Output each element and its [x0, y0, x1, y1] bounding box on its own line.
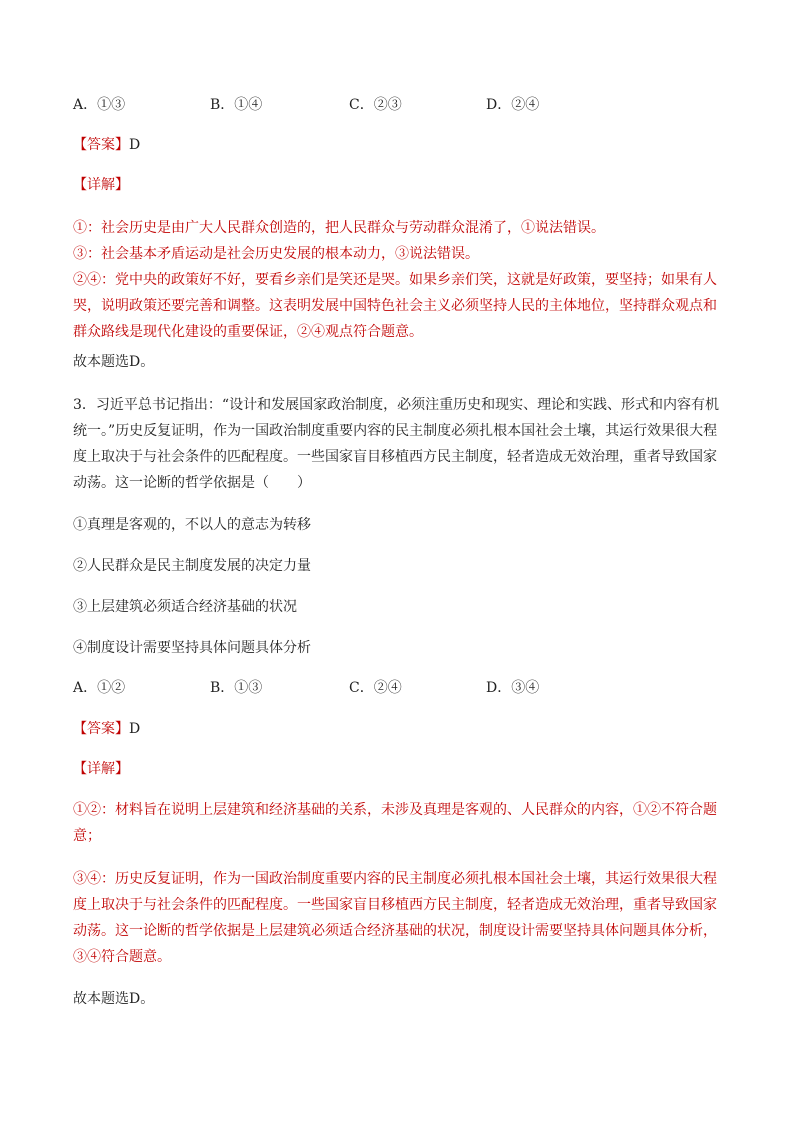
- q3-explanation-1: [73, 797, 723, 849]
- q3-explanation-1-line: 意；: [73, 828, 101, 844]
- q3-statement-1: ①真理是客观的，不以人的意志为转移: [73, 517, 311, 533]
- q3-answer-value: D: [129, 721, 141, 737]
- q2-option-d: D．②④: [486, 97, 540, 113]
- q2-option-c: C．②③: [349, 97, 402, 113]
- q2-explanation-line: ②④：党中央的政策好不好，要看乡亲们是笑还是哭。如果乡亲们笑，这就是好政策，要坚持；如果有人: [73, 272, 717, 288]
- q3-stem-line: 动荡。这一论断的哲学依据是（ ）: [73, 475, 311, 491]
- q3-stem-line: 统一。”历史反复证明，作为一国政治制度重要内容的民主制度必须扎根本国社会土壤，其运行效果很大程: [73, 423, 718, 439]
- q3-stem: [73, 392, 723, 496]
- q2-answer-label: 【答案】: [73, 137, 129, 153]
- q2-conclusion: 故本题选D。: [73, 354, 155, 370]
- q2-answer: [73, 132, 723, 158]
- q3-statement-3: ③上层建筑必须适合经济基础的状况: [73, 599, 297, 615]
- q2-explanation-line: 哭，说明政策还要完善和调整。这表明发展中国特色社会主义必须坚持人民的主体地位，坚持群众观点和: [73, 298, 717, 314]
- q2-options: [73, 92, 723, 118]
- q3-answer: [73, 716, 723, 742]
- q3-answer-label: 【答案】: [73, 721, 129, 737]
- q2-option-b: B．①④: [210, 97, 263, 113]
- q3-stem-line: 度上取决于与社会条件的匹配程度。一些国家盲目移植西方民主制度，轻者造成无效治理，重者导致国家: [73, 449, 717, 465]
- q2-explanation-line: ①：社会历史是由广大人民群众创造的，把人民群众与劳动群众混淆了，①说法错误。: [73, 220, 605, 236]
- q3-detail-label: 【详解】: [73, 761, 129, 777]
- q3-explanation-1-line: ①②：材料旨在说明上层建筑和经济基础的关系，未涉及真理是客观的、人民群众的内容，①②不符合题: [73, 802, 717, 818]
- q3-options: [73, 675, 723, 701]
- q3-statement-4: ④制度设计需要坚持具体问题具体分析: [73, 640, 311, 656]
- q2-answer-value: D: [129, 137, 141, 153]
- q2-explanation-line: ③：社会基本矛盾运动是社会历史发展的根本动力，③说法错误。: [73, 246, 479, 262]
- q2-option-a: A．①③: [73, 97, 126, 113]
- q3-explanation-2-line: ③④：历史反复证明，作为一国政治制度重要内容的民主制度必须扎根本国社会土壤，其运行效果很大程: [73, 871, 717, 887]
- q3-statement-2: ②人民群众是民主制度发展的决定力量: [73, 558, 311, 574]
- q3-conclusion: 故本题选D。: [73, 991, 155, 1007]
- q3-option-b: B．①③: [210, 680, 263, 696]
- q3-option-d: D．③④: [486, 680, 540, 696]
- q3-option-a: A．①②: [73, 680, 126, 696]
- q3-stem-line: 3．习近平总书记指出：“设计和发展国家政治制度，必须注重历史和现实、理论和实践、形式和内容有机: [73, 397, 720, 413]
- q2-explanation-line: 群众路线是现代化建设的重要保证，②④观点符合题意。: [73, 324, 423, 340]
- q3-explanation-2-line: ③④符合题意。: [73, 949, 171, 965]
- q3-explanation-2-line: 动荡。这一论断的哲学依据是上层建筑必须适合经济基础的状况，制度设计需要坚持具体问题具体分析，: [73, 923, 717, 939]
- q3-explanation-2: [73, 866, 723, 970]
- q2-explanation: [73, 215, 723, 345]
- q3-explanation-2-line: 度上取决于与社会条件的匹配程度。一些国家盲目移植西方民主制度，轻者造成无效治理，重者导致国家: [73, 897, 717, 913]
- q2-detail-label: 【详解】: [73, 177, 129, 193]
- q3-option-c: C．②④: [349, 680, 402, 696]
